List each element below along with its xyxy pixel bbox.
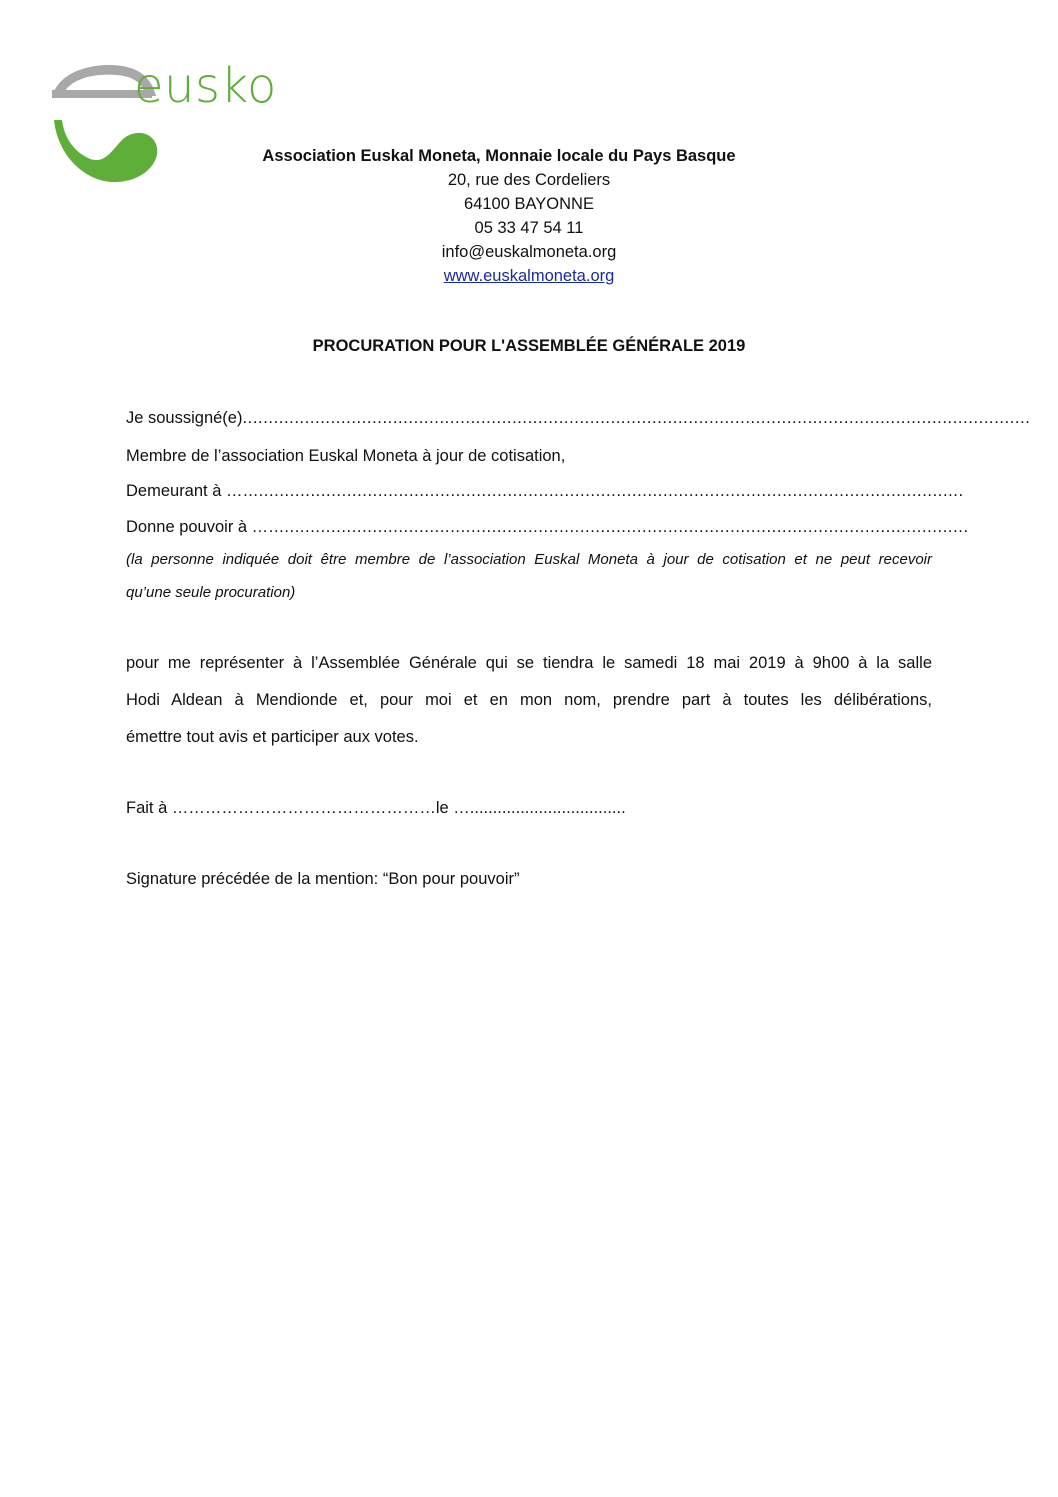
address-city: 64100 BAYONNE bbox=[464, 195, 594, 213]
signature-mention: Signature précédée de la mention: “Bon pour pouvoir” bbox=[126, 870, 520, 888]
address-street: 20, rue des Cordeliers bbox=[447, 171, 611, 189]
undersigned-field[interactable]: ........................................................................................................................................................ bbox=[242, 409, 1031, 427]
made-at-field[interactable]: ………………………………………… bbox=[171, 799, 436, 817]
proxy-line bbox=[126, 515, 969, 539]
website-link[interactable]: www.euskalmoneta.org bbox=[443, 267, 615, 285]
body-line-1: pour me représenter à l’Assemblée Générale qui se tiendra le samedi 18 mai 2019 à 9h00 à la salle bbox=[126, 654, 932, 672]
proxy-note-line-1: (la personne indiquée doit être membre de l’association Euskal Moneta à jour de cotisation et ne peut recevoir bbox=[126, 551, 932, 568]
residing-field[interactable]: …........................................................................................................................................... bbox=[225, 482, 964, 500]
date-label: le bbox=[435, 799, 454, 817]
undersigned-label: Je soussigné(e) bbox=[126, 409, 243, 427]
document-title: PROCURATION POUR L'ASSEMBLÉE GÉNÉRALE 2019 bbox=[312, 337, 746, 355]
undersigned-line bbox=[126, 406, 1031, 430]
body-line-2: Hodi Aldean à Mendionde et, pour moi et en mon nom, prendre part à toutes les délibérations, bbox=[126, 691, 932, 709]
organization-name: Association Euskal Moneta, Monnaie locale du Pays Basque bbox=[262, 147, 736, 165]
logo-wordmark: eusko bbox=[134, 58, 277, 114]
email-address: info@euskalmoneta.org bbox=[441, 243, 617, 261]
phone-number: 05 33 47 54 11 bbox=[474, 219, 584, 237]
body-line-3: émettre tout avis et participer aux votes. bbox=[126, 728, 419, 746]
made-at-line bbox=[126, 796, 932, 820]
made-at-label: Fait à bbox=[126, 799, 172, 817]
proxy-label: Donne pouvoir à bbox=[126, 518, 252, 536]
residing-line bbox=[126, 479, 964, 503]
proxy-field[interactable]: …....................................................................................................................................... bbox=[251, 518, 969, 536]
date-field[interactable]: ….................................. bbox=[453, 799, 626, 817]
member-line: Membre de l’association Euskal Moneta à jour de cotisation, bbox=[126, 447, 566, 465]
residing-label: Demeurant à bbox=[126, 482, 226, 500]
proxy-note-line-2: qu’une seule procuration) bbox=[126, 584, 296, 601]
